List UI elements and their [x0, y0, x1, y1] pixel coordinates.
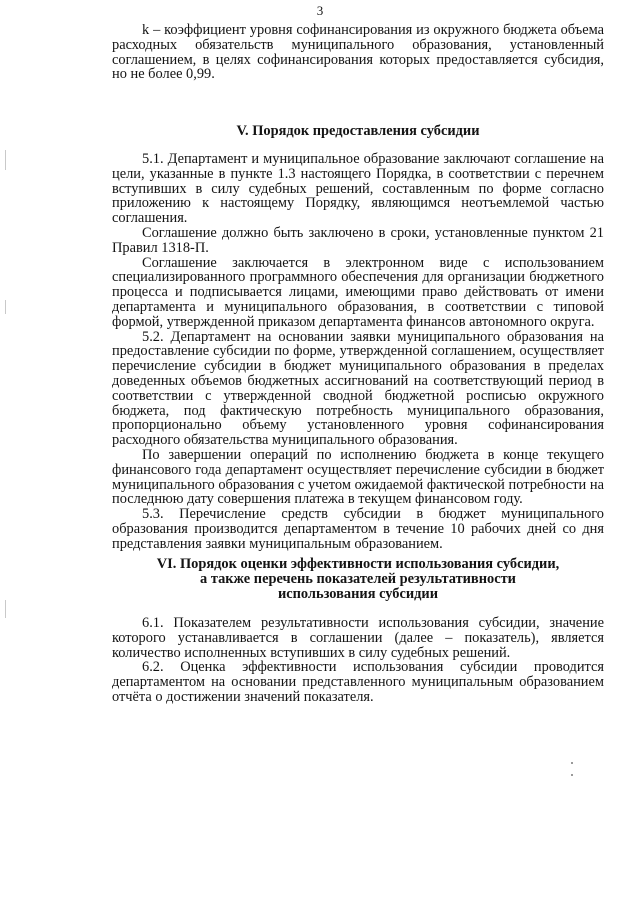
- section-6-heading-line-1: VI. Порядок оценки эффективности использования субсидии,: [156, 556, 560, 572]
- paragraph-6-1: 6.1. Показателем результативности использования субсидии, значение которого устанавливается в соглашении (далее – показатель), является количество исполненных вступивших в силу судебных решений.: [112, 615, 604, 661]
- section-6-body: [112, 616, 604, 705]
- paragraph-agreement-terms: Соглашение должно быть заключено в сроки, установленные пунктом 21 Правил 1318-П.: [112, 224, 604, 256]
- paragraph-year-end-transfer: По завершении операций по исполнению бюджета в конце текущего финансового года департамент осуществляет перечисление субсидии в бюджет муниципального образования с учетом ожидаемой фактической потребности на последнюю дату совершения платежа в текущем финансовом году.: [112, 446, 604, 508]
- scan-speck: [571, 762, 573, 764]
- paragraph-5-1: 5.1. Департамент и муниципальное образование заключают соглашение на цели, указанные в пункте 1.3 настоящего Порядка, в соответствии с перечнем вступивших в силу судебных решений, составленным по форме согласно приложению к настоящему Порядку, являющимся неотъемлемой частью соглашения.: [112, 151, 604, 227]
- section-5-heading: V. Порядок предоставления субсидии: [236, 123, 480, 139]
- section-6-heading-line-2: а также перечень показателей результативности: [200, 570, 516, 587]
- scan-speck: [571, 774, 573, 776]
- intro-block: [112, 23, 604, 82]
- section-6-heading-block: [112, 557, 604, 601]
- scan-margin-mark: [5, 600, 6, 618]
- section-5-body: [112, 152, 604, 552]
- scan-margin-mark: [5, 300, 6, 314]
- section-5-heading-block: [112, 124, 604, 139]
- section-6-heading-line-3: использования субсидии: [277, 585, 439, 602]
- scan-margin-mark: [5, 150, 6, 170]
- paragraph-electronic-form: Соглашение заключается в электронном виде с использованием специализированного программного обеспечения для организации бюджетного процесса и подписывается лицами, имеющими право действовать от имени департамента и муниципального образования, в соответствии с типовой формой, утвержденной приказом департамента финансов автономного округа.: [112, 254, 604, 330]
- k-definition: k – коэффициент уровня софинансирования из окружного бюджета объема расходных обязательств муниципального образования, установленный соглашением, в целях софинансирования которых предоставляется субсидия, но не более 0,99.: [112, 22, 604, 83]
- page-number: 3: [316, 3, 324, 18]
- paragraph-5-2: 5.2. Департамент на основании заявки муниципального образования на предоставление субсидии по форме, утвержденной соглашением, осуществляет перечисление субсидии в бюджет муниципального образования в пределах доведенных объемов бюджетных ассигнований на соответствующий период в соответствии с утвержденной сводной бюджетной росписью окружного бюджета, под фактическую потребность муниципального образования, пропорционально объему установленного уровня софинансирования расходного обязательства муниципального образования.: [112, 328, 604, 449]
- paragraph-6-2: 6.2. Оценка эффективности использования субсидии проводится департаментом на основании представленного муниципальным образованием отчёта о достижении значений показателя.: [112, 659, 604, 705]
- paragraph-5-3: 5.3. Перечисление средств субсидии в бюджет муниципального образования производится департаментом в течение 10 рабочих дней со дня представления заявки муниципальным образованием.: [112, 506, 604, 552]
